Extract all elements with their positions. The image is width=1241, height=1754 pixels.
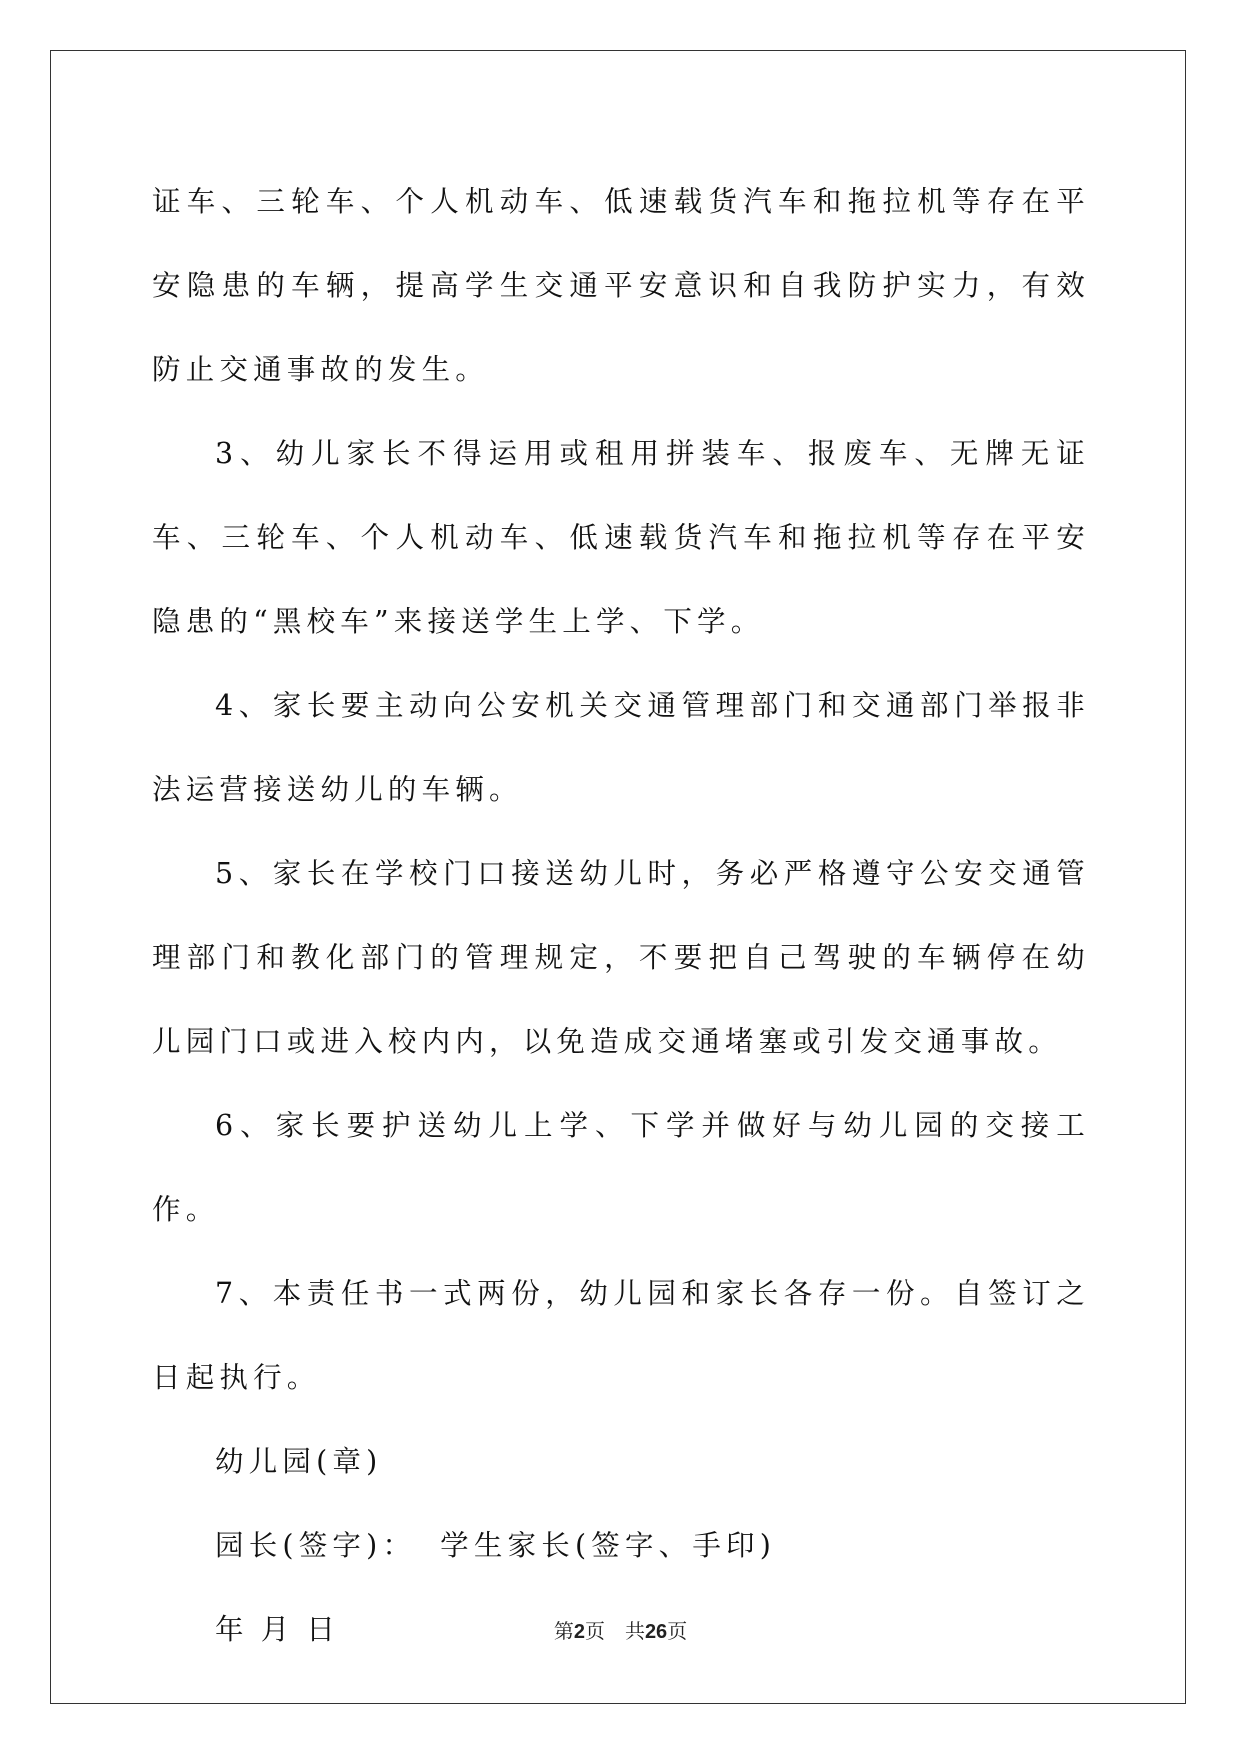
date-month-label: 月 bbox=[260, 1613, 295, 1646]
page-number: 2 bbox=[573, 1621, 585, 1643]
paragraph-item-5: 5、家长在学校门口接送幼儿时，务必严格遵守公安交通管理部门和教化部门的管理规定，不要把自己驾驶的车辆停在幼儿园门口或进入校内内，以免造成交通堵塞或引发交通事故。 bbox=[152, 857, 1090, 1058]
paragraph-item-3: 3、幼儿家长不得运用或租用拼装车、报废车、无牌无证车、三轮车、个人机动车、低速载货汽车和拖拉机等存在平安隐患的“黑校车”来接送学生上学、下学。 bbox=[152, 437, 1090, 638]
date-year-label: 年 bbox=[215, 1613, 249, 1646]
page-prefix: 第 bbox=[553, 1619, 574, 1643]
date-day-label: 日 bbox=[306, 1613, 341, 1646]
parent-sign-label: 学生家长(签字、手印) bbox=[440, 1529, 777, 1562]
kindergarten-seal-label: 幼儿园(章) bbox=[215, 1445, 383, 1478]
total-prefix: 共 bbox=[624, 1619, 645, 1643]
total-pages-number: 26 bbox=[644, 1621, 668, 1643]
principal-sign-label: 园长(签字)： bbox=[215, 1529, 417, 1562]
kindergarten-seal-line bbox=[152, 1420, 1090, 1504]
page-footer bbox=[0, 1615, 1241, 1644]
paragraph-continuation: 证车、三轮车、个人机动车、低速载货汽车和拖拉机等存在平安隐患的车辆，提高学生交通平安意识和自我防护实力，有效防止交通事故的发生。 bbox=[152, 185, 1090, 386]
paragraph-item-6: 6、家长要护送幼儿上学、下学并做好与幼儿园的交接工作。 bbox=[152, 1109, 1090, 1226]
signature-line bbox=[152, 1504, 1090, 1588]
paragraph-item-4: 4、家长要主动向公安机关交通管理部门和交通部门举报非法运营接送幼儿的车辆。 bbox=[152, 689, 1090, 806]
document-body bbox=[152, 160, 1090, 1672]
total-suffix: 页 bbox=[667, 1619, 688, 1643]
page-suffix: 页 bbox=[584, 1619, 605, 1643]
paragraph-item-7: 7、本责任书一式两份，幼儿园和家长各存一份。自签订之日起执行。 bbox=[152, 1277, 1090, 1394]
